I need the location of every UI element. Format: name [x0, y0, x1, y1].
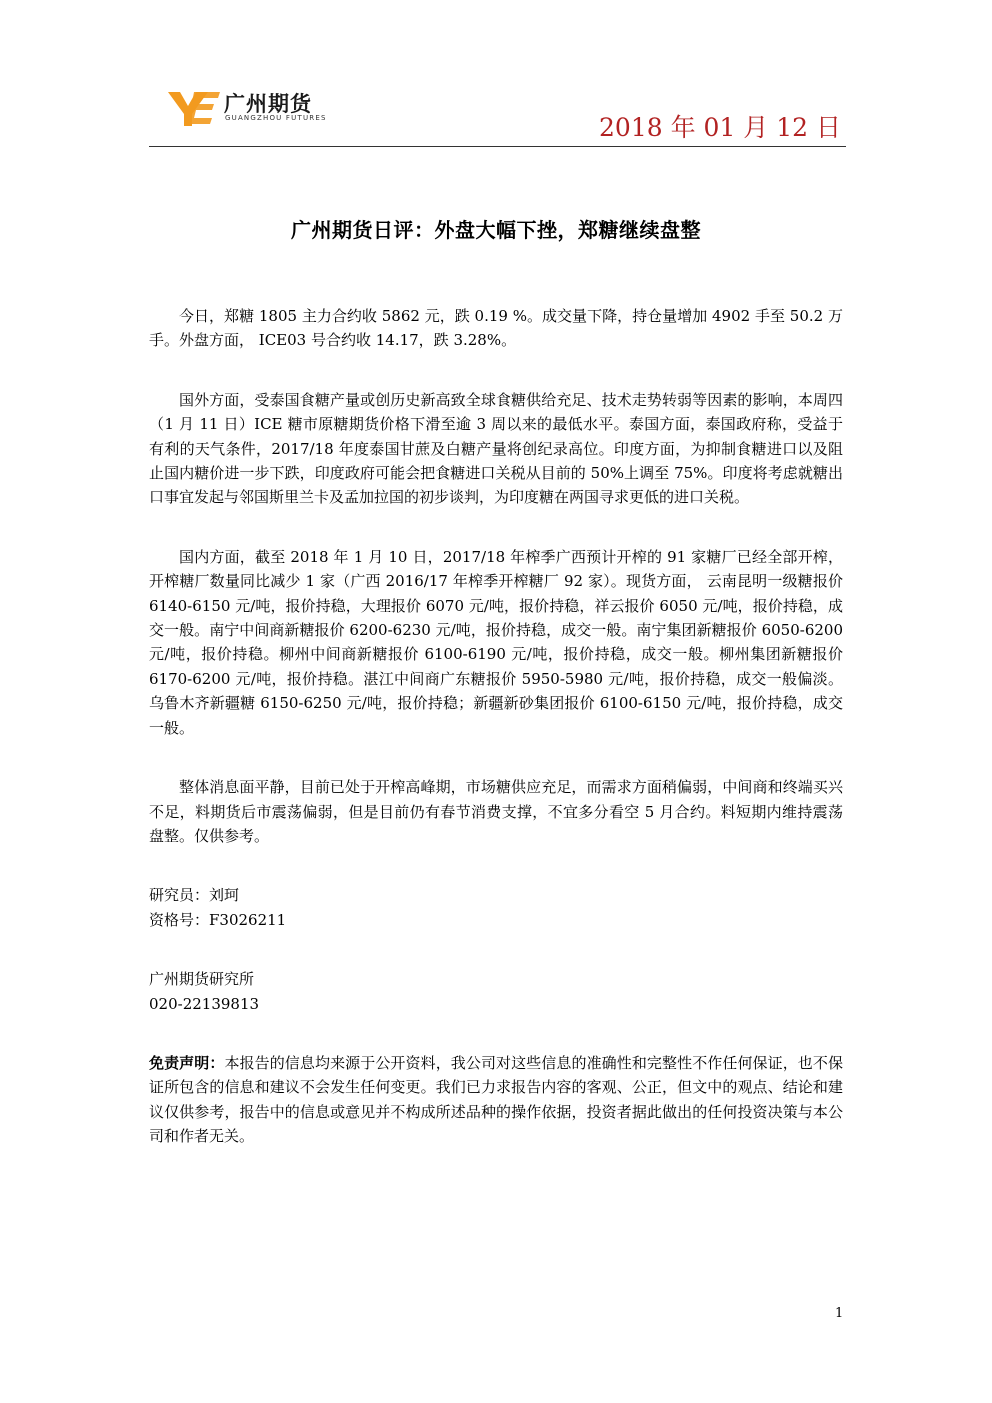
logo-subtitle: GUANGZHOU FUTURES	[225, 114, 327, 122]
institute-name: 广州期货研究所	[149, 970, 255, 989]
institute-phone: 020-22139813	[149, 994, 260, 1013]
analyst-license: 资格号：F3026211	[149, 910, 287, 929]
header-divider	[149, 146, 846, 147]
analyst-name: 研究员：刘珂	[149, 886, 240, 905]
company-logo	[168, 88, 368, 132]
analyst-info	[149, 883, 843, 932]
institute-info	[149, 967, 843, 1016]
page-number: 1	[835, 1306, 844, 1321]
disclaimer-label: 免责声明：	[149, 1053, 225, 1072]
report-body	[149, 304, 843, 1149]
disclaimer	[149, 1051, 843, 1149]
paragraph-outlook: 整体消息面平静，目前已处于开榨高峰期，市场糖供应充足，而需求方面稍偏弱，中间商和终端买兴不足，料期货后市震荡偏弱，但是目前仍有春节消费支撑，不宜多分看空 5 月合约。料短期内维持震荡盘整。仅供参考。	[149, 778, 843, 845]
paragraph-domestic: 国内方面，截至 2018 年 1 月 10 日，2017/18 年榨季广西预计开榨的 91 家糖厂已经全部开榨，开榨糖厂数量同比减少 1 家（广西 2016/17 年榨季开榨糖厂 92 家）。现货方面， 云南昆明一级糖报价 6140-6150 元/吨，报价持稳，大理报价 6070 元/吨，报价持稳，祥云报价 6050 元/吨，报价持稳，成交一般。南宁中间商新糖报价 6200-6230 元/吨，报价持稳，成交一般。南宁集团新糖报价 6050-6200 元/吨，报价持稳。柳州中间商新糖报价 6100-6190 元/吨，报价持稳，成交一般。柳州集团新糖报价 6170-6200 元/吨，报价持稳。湛江中间商广东糖报价 5950-5980 元/吨，报价持稳，成交一般偏淡。乌鲁木齐新疆糖 6150-6250 元/吨，报价持稳；新疆新砂集团报价 6100-6150 元/吨，报价持稳，成交一般。	[149, 547, 843, 737]
disclaimer-text: 本报告的信息均来源于公开资料，我公司对这些信息的准确性和完整性不作任何保证，也不保证所包含的信息和建议不会发生任何变更。我们已力求报告内容的客观、公正，但文中的观点、结论和建议仅供参考，报告中的信息或意见并不构成所述品种的操作依据，投资者据此做出的任何投资决策与本公司和作者无关。	[149, 1053, 843, 1146]
paragraph-market-summary: 今日，郑糖 1805 主力合约收 5862 元，跌 0.19 %。成交量下降，持仓量增加 4902 手至 50.2 万手。外盘方面， ICE03 号合约收 14.17，跌 3.28%。	[149, 307, 843, 350]
report-date: 2018 年 01 月 12 日	[599, 113, 841, 142]
logo-name: 广州期货	[224, 92, 312, 116]
report-title: 广州期货日评：外盘大幅下挫，郑糖继续盘整	[291, 218, 701, 242]
paragraph-overseas: 国外方面，受泰国食糖产量或创历史新高致全球食糖供给充足、技术走势转弱等因素的影响，本周四（1 月 11 日）ICE 糖市原糖期货价格下滑至逾 3 周以来的最低水平。泰国方面，泰国政府称，受益于有利的天气条件，2017/18 年度泰国甘蔗及白糖产量将创纪录高位。印度方面，为抑制食糖进口以及阻止国内糖价进一步下跌，印度政府可能会把食糖进口关税从目前的 50%上调至 75%。印度将考虑就糖出口事宜发起与邻国斯里兰卡及孟加拉国的初步谈判，为印度糖在两国寻求更低的进口关税。	[149, 390, 843, 507]
guangzhou-futures-logo-icon	[168, 88, 220, 128]
